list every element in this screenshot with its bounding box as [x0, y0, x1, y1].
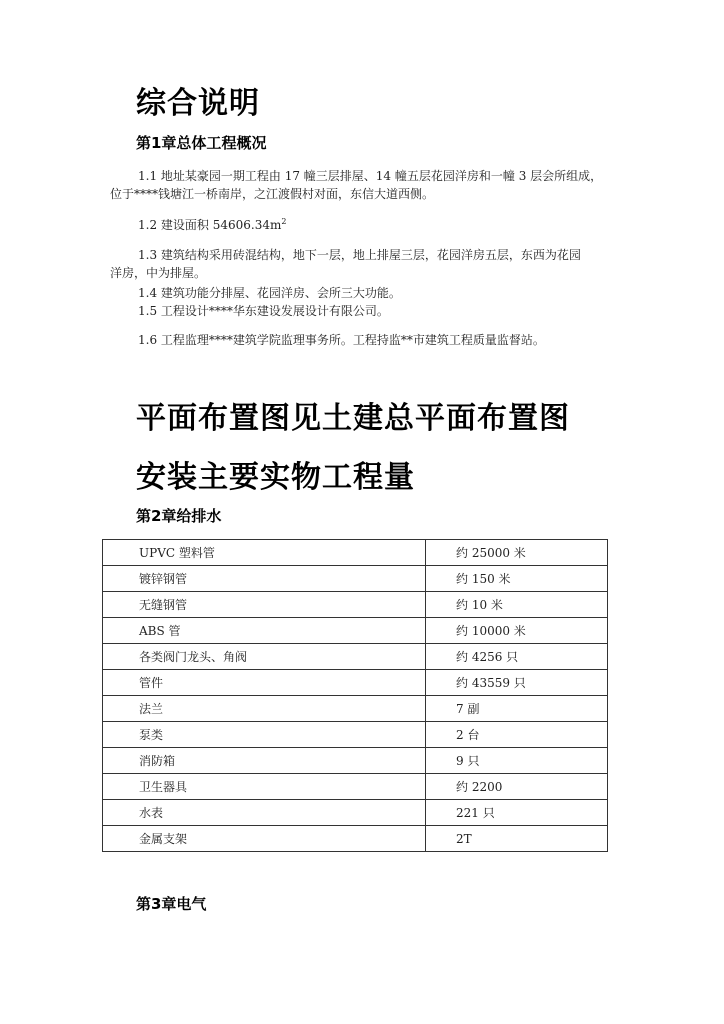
quantities-table — [102, 539, 608, 852]
table-row — [103, 722, 608, 748]
table-row — [103, 748, 608, 774]
item-cell: 泵类 — [103, 722, 426, 748]
heading-installation-quantities: 安装主要实物工程量 — [136, 460, 415, 495]
quantity-cell: 约 43559 只 — [426, 670, 608, 696]
item-cell: 卫生器具 — [103, 774, 426, 800]
item-cell: 管件 — [103, 670, 426, 696]
quantity-cell: 9 只 — [426, 748, 608, 774]
chapter-3-title: 第3章电气 — [136, 895, 207, 913]
item-cell: 镀锌钢管 — [103, 566, 426, 592]
quantity-cell: 约 4256 只 — [426, 644, 608, 670]
table-row — [103, 644, 608, 670]
quantity-cell: 约 150 米 — [426, 566, 608, 592]
paragraph-1-3-line-2: 洋房，中为排屋。 — [110, 266, 207, 280]
table-row — [103, 540, 608, 566]
item-cell: 法兰 — [103, 696, 426, 722]
quantity-cell: 221 只 — [426, 800, 608, 826]
chapter-1-title: 第1章总体工程概况 — [136, 134, 267, 152]
paragraph-1-6: 1.6 工程监理****建筑学院监理事务所。工程持监**市建筑工程质量监督站。 — [138, 333, 545, 347]
table-row — [103, 800, 608, 826]
paragraph-1-3-line-1: 1.3 建筑结构采用砖混结构，地下一层，地上排屋三层，花园洋房五层，东西为花园 — [138, 248, 581, 262]
paragraph-1-5: 1.5 工程设计****华东建设发展设计有限公司。 — [138, 304, 389, 318]
table-row — [103, 618, 608, 644]
item-cell: 消防箱 — [103, 748, 426, 774]
quantity-cell: 约 25000 米 — [426, 540, 608, 566]
chapter-2-title: 第2章给排水 — [136, 507, 222, 525]
paragraph-1-1-line-2: 位于****钱塘江一桥南岸，之江渡假村对面，东信大道西侧。 — [110, 187, 435, 201]
quantity-cell: 2 台 — [426, 722, 608, 748]
item-cell: 水表 — [103, 800, 426, 826]
table-row — [103, 670, 608, 696]
table-row — [103, 826, 608, 852]
item-cell: 金属支架 — [103, 826, 426, 852]
area-superscript: 2 — [281, 217, 287, 226]
paragraph-1-2-text: 1.2 建设面积 54606.34m — [138, 218, 282, 232]
main-title: 综合说明 — [136, 86, 260, 121]
table-row — [103, 696, 608, 722]
table-row — [103, 566, 608, 592]
quantity-cell: 7 副 — [426, 696, 608, 722]
quantity-cell: 约 10 米 — [426, 592, 608, 618]
quantity-cell: 约 2200 — [426, 774, 608, 800]
quantity-cell: 2T — [426, 826, 608, 852]
table-row — [103, 592, 608, 618]
table-row — [103, 774, 608, 800]
paragraph-1-1-line-1: 1.1 地址某豪园一期工程由 17 幢三层排屋、14 幢五层花园洋房和一幢 3 层会所组成， — [138, 169, 603, 183]
item-cell: 无缝钢管 — [103, 592, 426, 618]
item-cell: UPVC 塑料管 — [103, 540, 426, 566]
quantity-cell: 约 10000 米 — [426, 618, 608, 644]
paragraph-1-4: 1.4 建筑功能分排屋、花园洋房、会所三大功能。 — [138, 286, 401, 300]
item-cell: ABS 管 — [103, 618, 426, 644]
paragraph-1-2 — [138, 216, 286, 234]
heading-layout-plan: 平面布置图见土建总平面布置图 — [136, 401, 570, 436]
item-cell: 各类阀门龙头、角阀 — [103, 644, 426, 670]
